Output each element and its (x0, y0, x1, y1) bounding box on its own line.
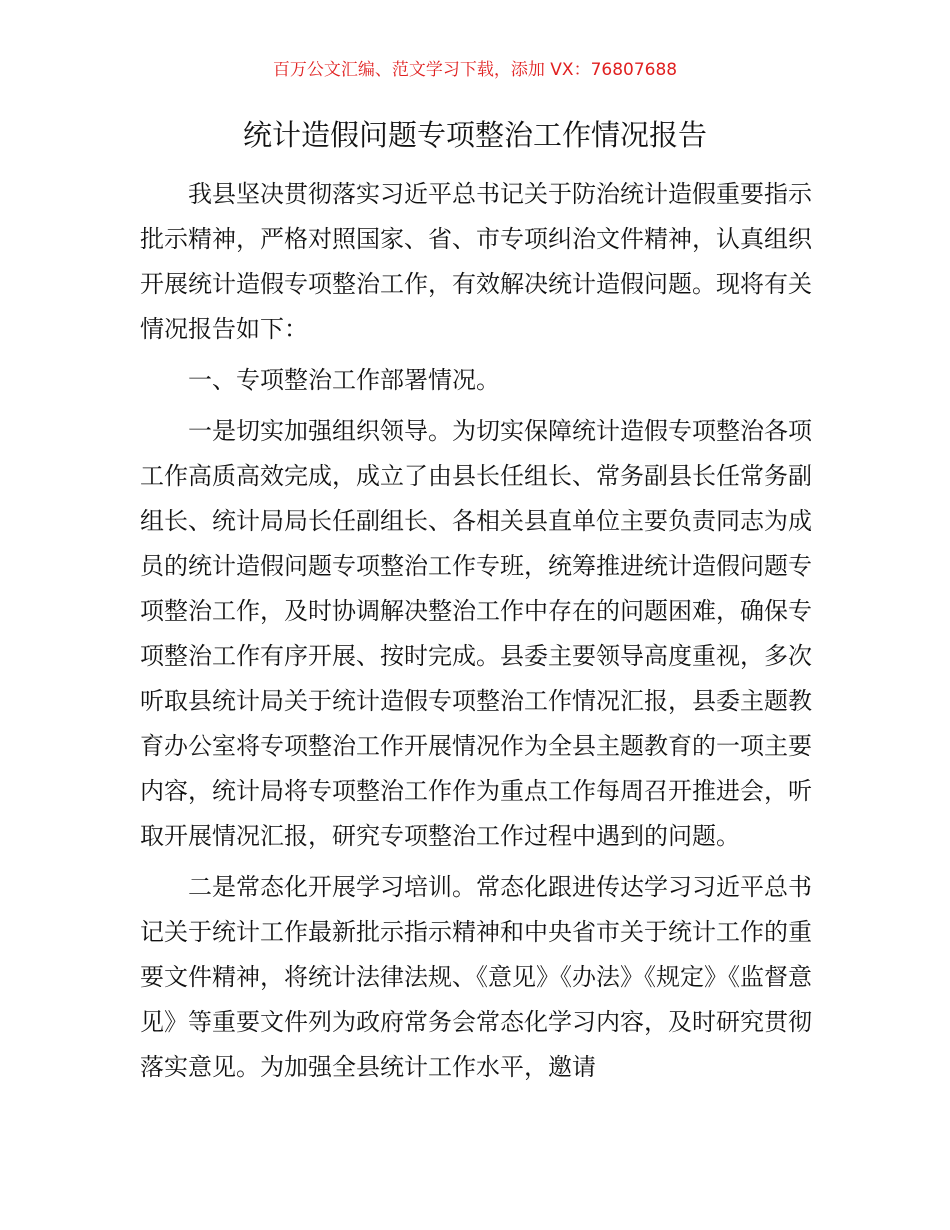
document-body (140, 172, 812, 1090)
document-title: 统计造假问题专项整治工作情况报告 (242, 118, 707, 152)
paragraph-intro: 我县坚决贯彻落实习近平总书记关于防治统计造假重要指示批示精神，严格对照国家、省、市专项纠治文件精神，认真组织开展统计造假专项整治工作，有效解决统计造假问题。现将有关情况报告如下： (140, 180, 812, 343)
paragraph-training: 二是常态化开展学习培训。常态化跟进传达学习习近平总书记关于统计工作最新批示指示精神和中央省市关于统计工作的重要文件精神，将统计法律法规、《意见》《办法》《规定》《监督意见》等重要文件列为政府常务会常态化学习内容，及时研究贯彻落实意见。为加强全县统计工作水平，邀请 (140, 873, 812, 1081)
watermark-banner: 百万公文汇编、范文学习下载，添加 VX：76807688 (272, 60, 678, 80)
paragraph-organization: 一是切实加强组织领导。为切实保障统计造假专项整治各项工作高质高效完成，成立了由县长任组长、常务副县长任常务副组长、统计局局长任副组长、各相关县直单位主要负责同志为成员的统计造假问题专项整治工作专班，统筹推进统计造假问题专项整治工作，及时协调解决整治工作中存在的问题困难，确保专项整治工作有序开展、按时完成。县委主要领导高度重视，多次听取县统计局关于统计造假专项整治工作情况汇报，县委主题教育办公室将专项整治工作开展情况作为全县主题教育的一项主要内容，统计局将专项整治工作作为重点工作每周召开推进会，听取开展情况汇报，研究专项整治工作过程中遇到的问题。 (140, 417, 812, 850)
section-heading: 一、专项整治工作部署情况。 (188, 366, 500, 394)
